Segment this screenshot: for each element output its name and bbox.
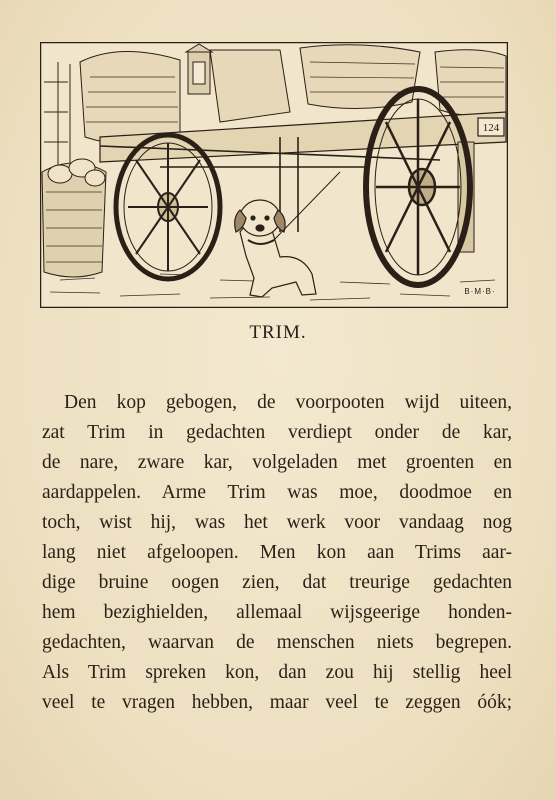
body-text: [42, 388, 512, 718]
cart-dog-illustration: [40, 42, 508, 308]
text-line: gedachten, waarvan de menschen niets begrepen.: [42, 632, 512, 653]
text-line: Als Trim spreken kon, dan zou hij stellig heel: [42, 662, 512, 683]
text-line: veel te vragen hebben, maar veel te zeggen óók;: [42, 692, 512, 713]
text-line: toch, wist hij, was het werk voor vandaag nog: [42, 512, 512, 533]
text-line: zat Trim in gedachten verdiept onder de kar,: [42, 422, 512, 443]
text-line: lang niet afgeloopen. Men kon aan Trims aar-: [42, 542, 512, 563]
chapter-title: TRIM.: [249, 322, 307, 343]
text-line: aardappelen. Arme Trim was moe, doodmoe en: [42, 482, 512, 503]
cart-number-label: 124: [482, 122, 500, 134]
text-line: de nare, zware kar, volgeladen met groenten en: [42, 452, 512, 473]
text-line: hem bezighielden, allemaal wijsgeerige honden-: [42, 602, 512, 623]
text-line: Den kop gebogen, de voorpooten wijd uiteen,: [64, 392, 512, 413]
artist-signature: B·M·B·: [464, 287, 496, 296]
text-line: dige bruine oogen zien, dat treurige gedachten: [42, 572, 512, 593]
